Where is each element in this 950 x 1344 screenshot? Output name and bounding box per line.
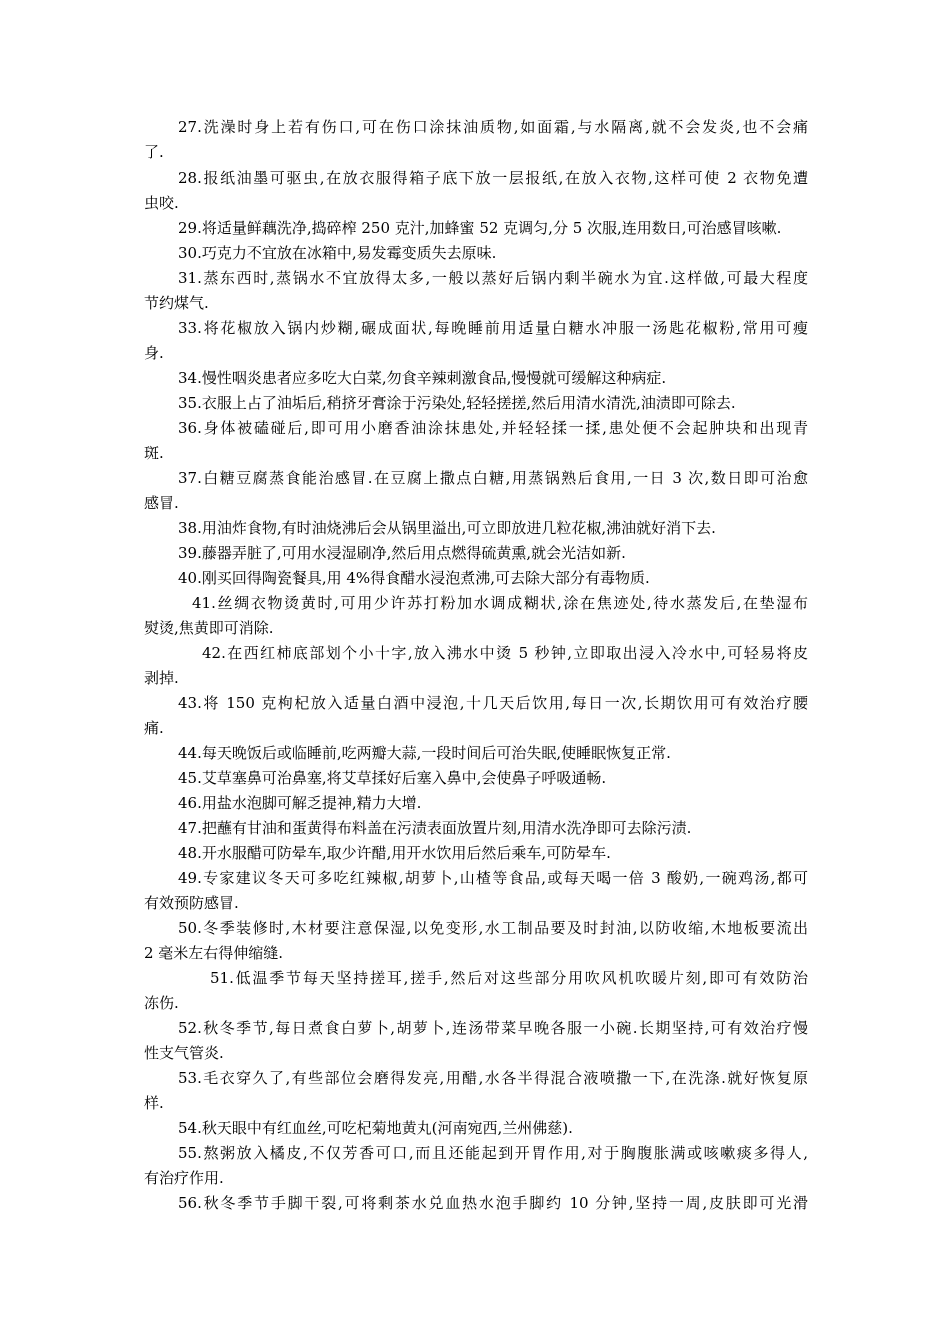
text-line: 有治疗作用. (144, 1169, 224, 1187)
text-line: 45.艾草塞鼻可治鼻塞,将艾草揉好后塞入鼻中,会使鼻子呼吸通畅. (178, 769, 607, 787)
text-line: 53.毛衣穿久了,有些部位会磨得发亮,用醋,水各半得混合液喷撒一下,在洗涤.就好恢复原 (178, 1069, 808, 1087)
text-line: 虫咬. (144, 194, 179, 212)
text-line: 43.将 150 克枸杞放入适量白酒中浸泡,十几天后饮用,每日一次,长期饮用可有效治疗腰 (178, 694, 808, 712)
paragraph-51 (144, 966, 808, 1016)
text-line: 33.将花椒放入锅内炒糊,碾成面状,每晚睡前用适量白糖水冲服一汤匙花椒粉,常用可瘦 (178, 319, 808, 337)
text-line: 38.用油炸食物,有时油烧沸后会从锅里溢出,可立即放进几粒花椒,沸油就好消下去. (178, 519, 716, 537)
text-line: 熨烫,焦黄即可消除. (144, 619, 274, 637)
text-line: 48.开水服醋可防晕车,取少许醋,用开水饮用后然后乘车,可防晕车. (178, 844, 611, 862)
paragraph-30 (144, 241, 808, 266)
paragraph-34 (144, 366, 808, 391)
text-line: 51.低温季节每天坚持搓耳,搓手,然后对这些部分用吹风机吹暖片刻,即可有效防治 (210, 969, 808, 987)
text-line: 56.秋冬季节手脚干裂,可将剩茶水兑血热水泡手脚约 10 分钟,坚持一周,皮肤即可光滑 (178, 1194, 808, 1212)
text-line: 39.藤器弄脏了,可用水浸湿刷净,然后用点燃得硫黄熏,就会光洁如新. (178, 544, 626, 562)
text-line: 40.刚买回得陶瓷餐具,用 4%得食醋水浸泡煮沸,可去除大部分有毒物质. (178, 569, 650, 587)
paragraph-50 (144, 916, 808, 966)
text-line: 有效预防感冒. (144, 894, 239, 912)
paragraph-55 (144, 1141, 808, 1191)
paragraph-29 (144, 216, 808, 241)
text-line: 剥掉. (144, 669, 179, 687)
text-line: 28.报纸油墨可驱虫,在放衣服得箱子底下放一层报纸,在放入衣物,这样可使 2 衣物免遭 (178, 169, 808, 187)
text-line: 性支气管炎. (144, 1044, 224, 1062)
text-line: 痛. (144, 719, 164, 737)
paragraph-42 (144, 641, 808, 691)
text-line: 54.秋天眼中有红血丝,可吃杞菊地黄丸(河南宛西,兰州佛慈). (178, 1119, 573, 1137)
text-line: 46.用盐水泡脚可解乏提神,精力大增. (178, 794, 422, 812)
paragraph-46 (144, 791, 808, 816)
paragraph-48 (144, 841, 808, 866)
paragraph-56 (144, 1191, 808, 1216)
text-line: 冻伤. (144, 994, 179, 1012)
paragraph-31 (144, 266, 808, 316)
text-line: 身. (144, 344, 164, 362)
text-line: 了. (144, 143, 164, 161)
text-line: 47.把蘸有甘油和蛋黄得布料盖在污渍表面放置片刻,用清水洗净即可去除污渍. (178, 819, 692, 837)
text-line: 41.丝绸衣物烫黄时,可用少许苏打粉加水调成糊状,涂在焦迹处,待水蒸发后,在垫湿布 (192, 594, 808, 612)
text-line: 35.衣服上占了油垢后,稍挤牙膏涂于污染处,轻轻搓搓,然后用清水清洗,油渍即可除去. (178, 394, 736, 412)
text-line: 49.专家建议冬天可多吃红辣椒,胡萝卜,山楂等食品,或每天喝一倍 3 酸奶,一碗鸡汤,都可 (178, 869, 808, 887)
paragraph-54 (144, 1116, 808, 1141)
text-line: 2 毫米左右得伸缩缝. (144, 944, 284, 962)
paragraph-27 (144, 115, 808, 165)
text-line: 37.白糖豆腐蒸食能治感冒.在豆腐上撒点白糖,用蒸锅熟后食用,一日 3 次,数日即可治愈 (178, 469, 808, 487)
text-line: 34.慢性咽炎患者应多吃大白菜,勿食辛辣刺激食品,慢慢就可缓解这种病症. (178, 369, 667, 387)
text-line: 42.在西红柿底部划个小十字,放入沸水中烫 5 秒钟,立即取出浸入冷水中,可轻易将皮 (202, 644, 808, 662)
text-line: 55.熬粥放入橘皮,不仅芳香可口,而且还能起到开胃作用,对于胸腹胀满或咳嗽痰多得人, (178, 1144, 808, 1162)
paragraph-41 (144, 591, 808, 641)
paragraph-37 (144, 466, 808, 516)
text-line: 36.身体被磕碰后,即可用小磨香油涂抹患处,并轻轻揉一揉,患处便不会起肿块和出现青 (178, 419, 808, 437)
paragraph-49 (144, 866, 808, 916)
text-line: 节约煤气. (144, 294, 209, 312)
text-line: 52.秋冬季节,每日煮食白萝卜,胡萝卜,连汤带菜早晚各服一小碗.长期坚持,可有效治疗慢 (178, 1019, 808, 1037)
paragraph-44 (144, 741, 808, 766)
text-line: 感冒. (144, 494, 179, 512)
paragraph-47 (144, 816, 808, 841)
text-line: 样. (144, 1094, 164, 1112)
text-line: 50.冬季装修时,木材要注意保湿,以免变形,水工制品要及时封油,以防收缩,木地板要流出 (178, 919, 808, 937)
paragraph-36 (144, 416, 808, 466)
text-line: 44.每天晚饭后或临睡前,吃两瓣大蒜,一段时间后可治失眠,使睡眠恢复正常. (178, 744, 671, 762)
paragraph-40 (144, 566, 808, 591)
paragraph-53 (144, 1066, 808, 1116)
text-line: 31.蒸东西时,蒸锅水不宜放得太多,一般以蒸好后锅内剩半碗水为宜.这样做,可最大程度 (178, 269, 808, 287)
text-line: 30.巧克力不宜放在冰箱中,易发霉变质失去原味. (178, 244, 497, 262)
paragraph-38 (144, 516, 808, 541)
paragraph-43 (144, 691, 808, 741)
paragraph-52 (144, 1016, 808, 1066)
paragraph-45 (144, 766, 808, 791)
text-line: 斑. (144, 444, 164, 462)
paragraph-28 (144, 166, 808, 216)
text-line: 27.洗澡时身上若有伤口,可在伤口涂抹油质物,如面霜,与水隔离,就不会发炎,也不会痛 (178, 118, 808, 136)
text-line: 29.将适量鲜藕洗净,捣碎榨 250 克汁,加蜂蜜 52 克调匀,分 5 次服,连用数日,可治感冒咳嗽. (178, 219, 782, 237)
paragraph-39 (144, 541, 808, 566)
paragraph-33 (144, 316, 808, 366)
paragraph-35 (144, 391, 808, 416)
